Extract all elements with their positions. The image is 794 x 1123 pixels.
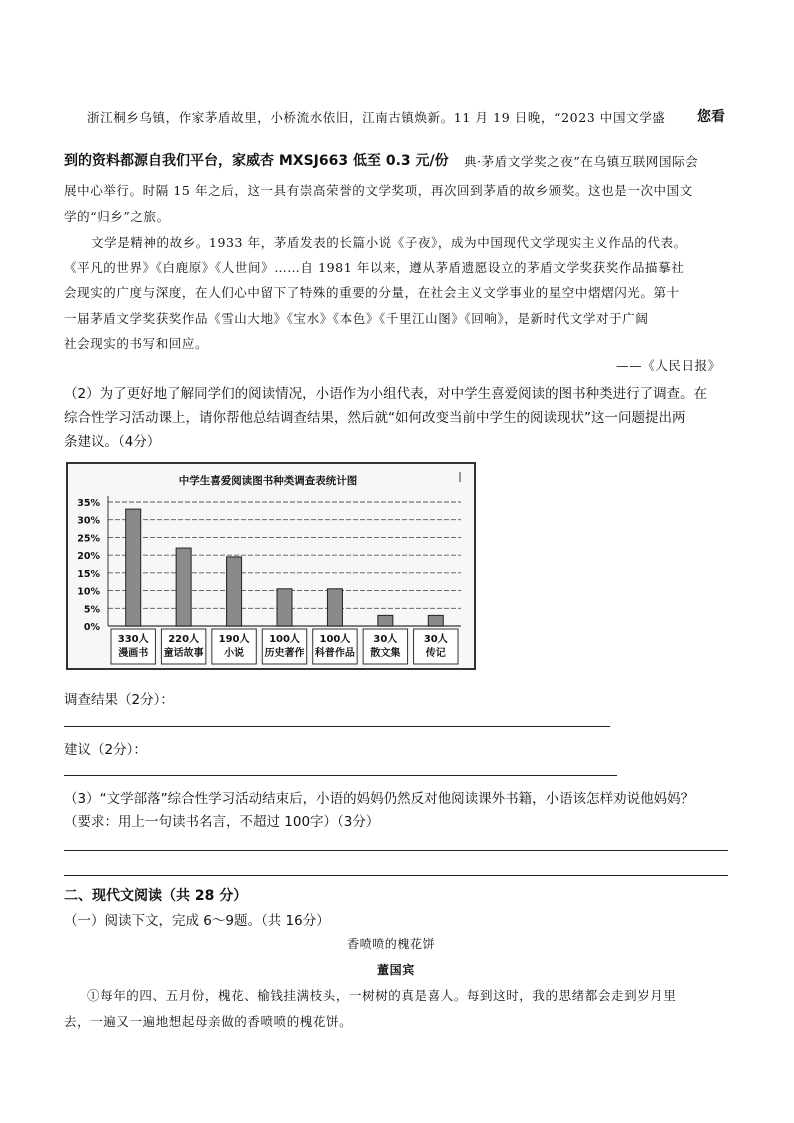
question-line: 综合性学习活动课上，请你帮他总结调查结果，然后就“如何改变当前中学生的阅读现状”这一问题提出两 [64,410,686,426]
y-tick-label: 5% [83,604,100,616]
section-subheading: （一）阅读下文，完成 6～9题。（共 16分） [64,913,330,929]
passage-line: 《平凡的世界》《白鹿原》《人世间》……自 1981 年以来，遵从茅盾遗愿设立的茅盾文学奖获奖作品描摹社 [64,260,685,275]
passage-line: 浙江桐乡乌镇，作家茅盾故里，小桥流水依旧，江南古镇焕新。11 月 19 日晚，“2023 中国文学盛 [87,110,666,125]
answer-line[interactable] [64,875,728,876]
category-name-label: 漫画书 [118,648,149,659]
category-count-label: 100人 [319,634,351,645]
question-line: （3）“文学部落”综合性学习活动结束后，小语的妈妈仍然反对他阅读课外书籍，小语该怎样劝说他妈妈？ [64,791,695,807]
category-name-label: 传记 [425,648,446,659]
essay-paragraph-line: 去，一遍又一遍地想起母亲做的香喷喷的槐花饼。 [64,1014,353,1029]
y-tick-label: 25% [77,533,100,545]
y-tick-label: 0% [83,622,100,633]
y-tick-label: 10% [77,586,100,598]
category-count-label: 100人 [269,634,300,645]
question-line: 条建议。（4分） [64,434,161,450]
bar-散文集 [378,615,393,626]
y-tick-label: 15% [77,568,100,580]
watermark-text: 您看 [697,109,725,125]
y-tick-label: 30% [77,515,100,527]
answer-line[interactable] [64,726,610,727]
category-name-label: 历史著作 [264,648,305,659]
essay-author: 董国宾 [377,963,415,977]
question-line: （要求：用上一句读书名言，不超过 100字）（3分） [64,814,380,830]
passage-line: 社会现实的书写和回应。 [64,336,209,351]
y-tick-label: 35% [77,498,100,509]
passage-line: 文学是精神的故乡。1933 年，茅盾发表的长篇小说《子夜》，成为中国现代文学现实主义作品的代表。 [91,235,687,250]
category-name-label: 散文集 [370,648,401,659]
chart-title: 中学生喜爱阅读图书种类调查表统计图 [178,475,358,487]
category-count-label: 220人 [168,634,200,645]
passage-line: 学的“归乡”之旅。 [64,209,170,224]
essay-title: 香喷喷的槐花饼 [347,937,436,951]
section-heading: 二、现代文阅读（共 28 分） [64,888,248,904]
watermark-text: 到的资料都源自我们平台，家威杏 MXSJ663 低至 0.3 元/份 [64,153,449,169]
bar-科普作品 [327,589,342,626]
answer-line[interactable] [64,775,617,776]
category-name-label: 童话故事 [163,648,204,659]
bar-chart [66,462,476,670]
passage-source: ——《人民日报》 [616,358,721,373]
category-count-label: 330人 [117,634,149,645]
answer-line[interactable] [64,850,728,851]
bar-chart-canvas [68,464,474,668]
question-line: （2）为了更好地了解同学们的阅读情况，小语作为小组代表，对中学生喜爱阅读的图书种类进行了调查。在 [64,386,708,402]
category-count-label: 190人 [218,634,250,645]
survey-result-label: 调查结果（2分）： [64,692,174,708]
passage-line: 会现实的广度与深度，在人们心中留下了特殊的重要的分量，在社会主义文学事业的星空中熠熠闪光。第十 [64,285,680,300]
category-count-label: 30人 [373,634,398,645]
bar-小说 [227,557,242,626]
passage-line: 典·茅盾文学奖之夜”在乌镇互联网国际会 [464,154,699,169]
bar-漫画书 [126,509,141,626]
bar-传记 [428,615,443,626]
bar-童话故事 [176,548,191,626]
category-count-label: 30人 [423,634,448,645]
suggestion-label: 建议（2分）： [64,742,147,758]
y-tick-label: 20% [77,551,100,563]
category-name-label: 小说 [224,648,245,659]
bar-历史著作 [277,589,292,626]
category-name-label: 科普作品 [314,648,355,659]
passage-line: 展中心举行。时隔 15 年之后，这一具有崇高荣誉的文学奖项，再次回到茅盾的故乡颁奖。这也是一次中国文 [64,183,693,198]
passage-line: 一届茅盾文学奖获奖作品《雪山大地》《宝水》《本色》《千里江山图》《回响》，是新时代文学对于广阔 [64,311,649,326]
essay-paragraph-line: ①每年的四、五月份，槐花、榆钱挂满枝头，一树树的真是喜人。每到这时，我的思绪都会走到岁月里 [87,988,677,1003]
